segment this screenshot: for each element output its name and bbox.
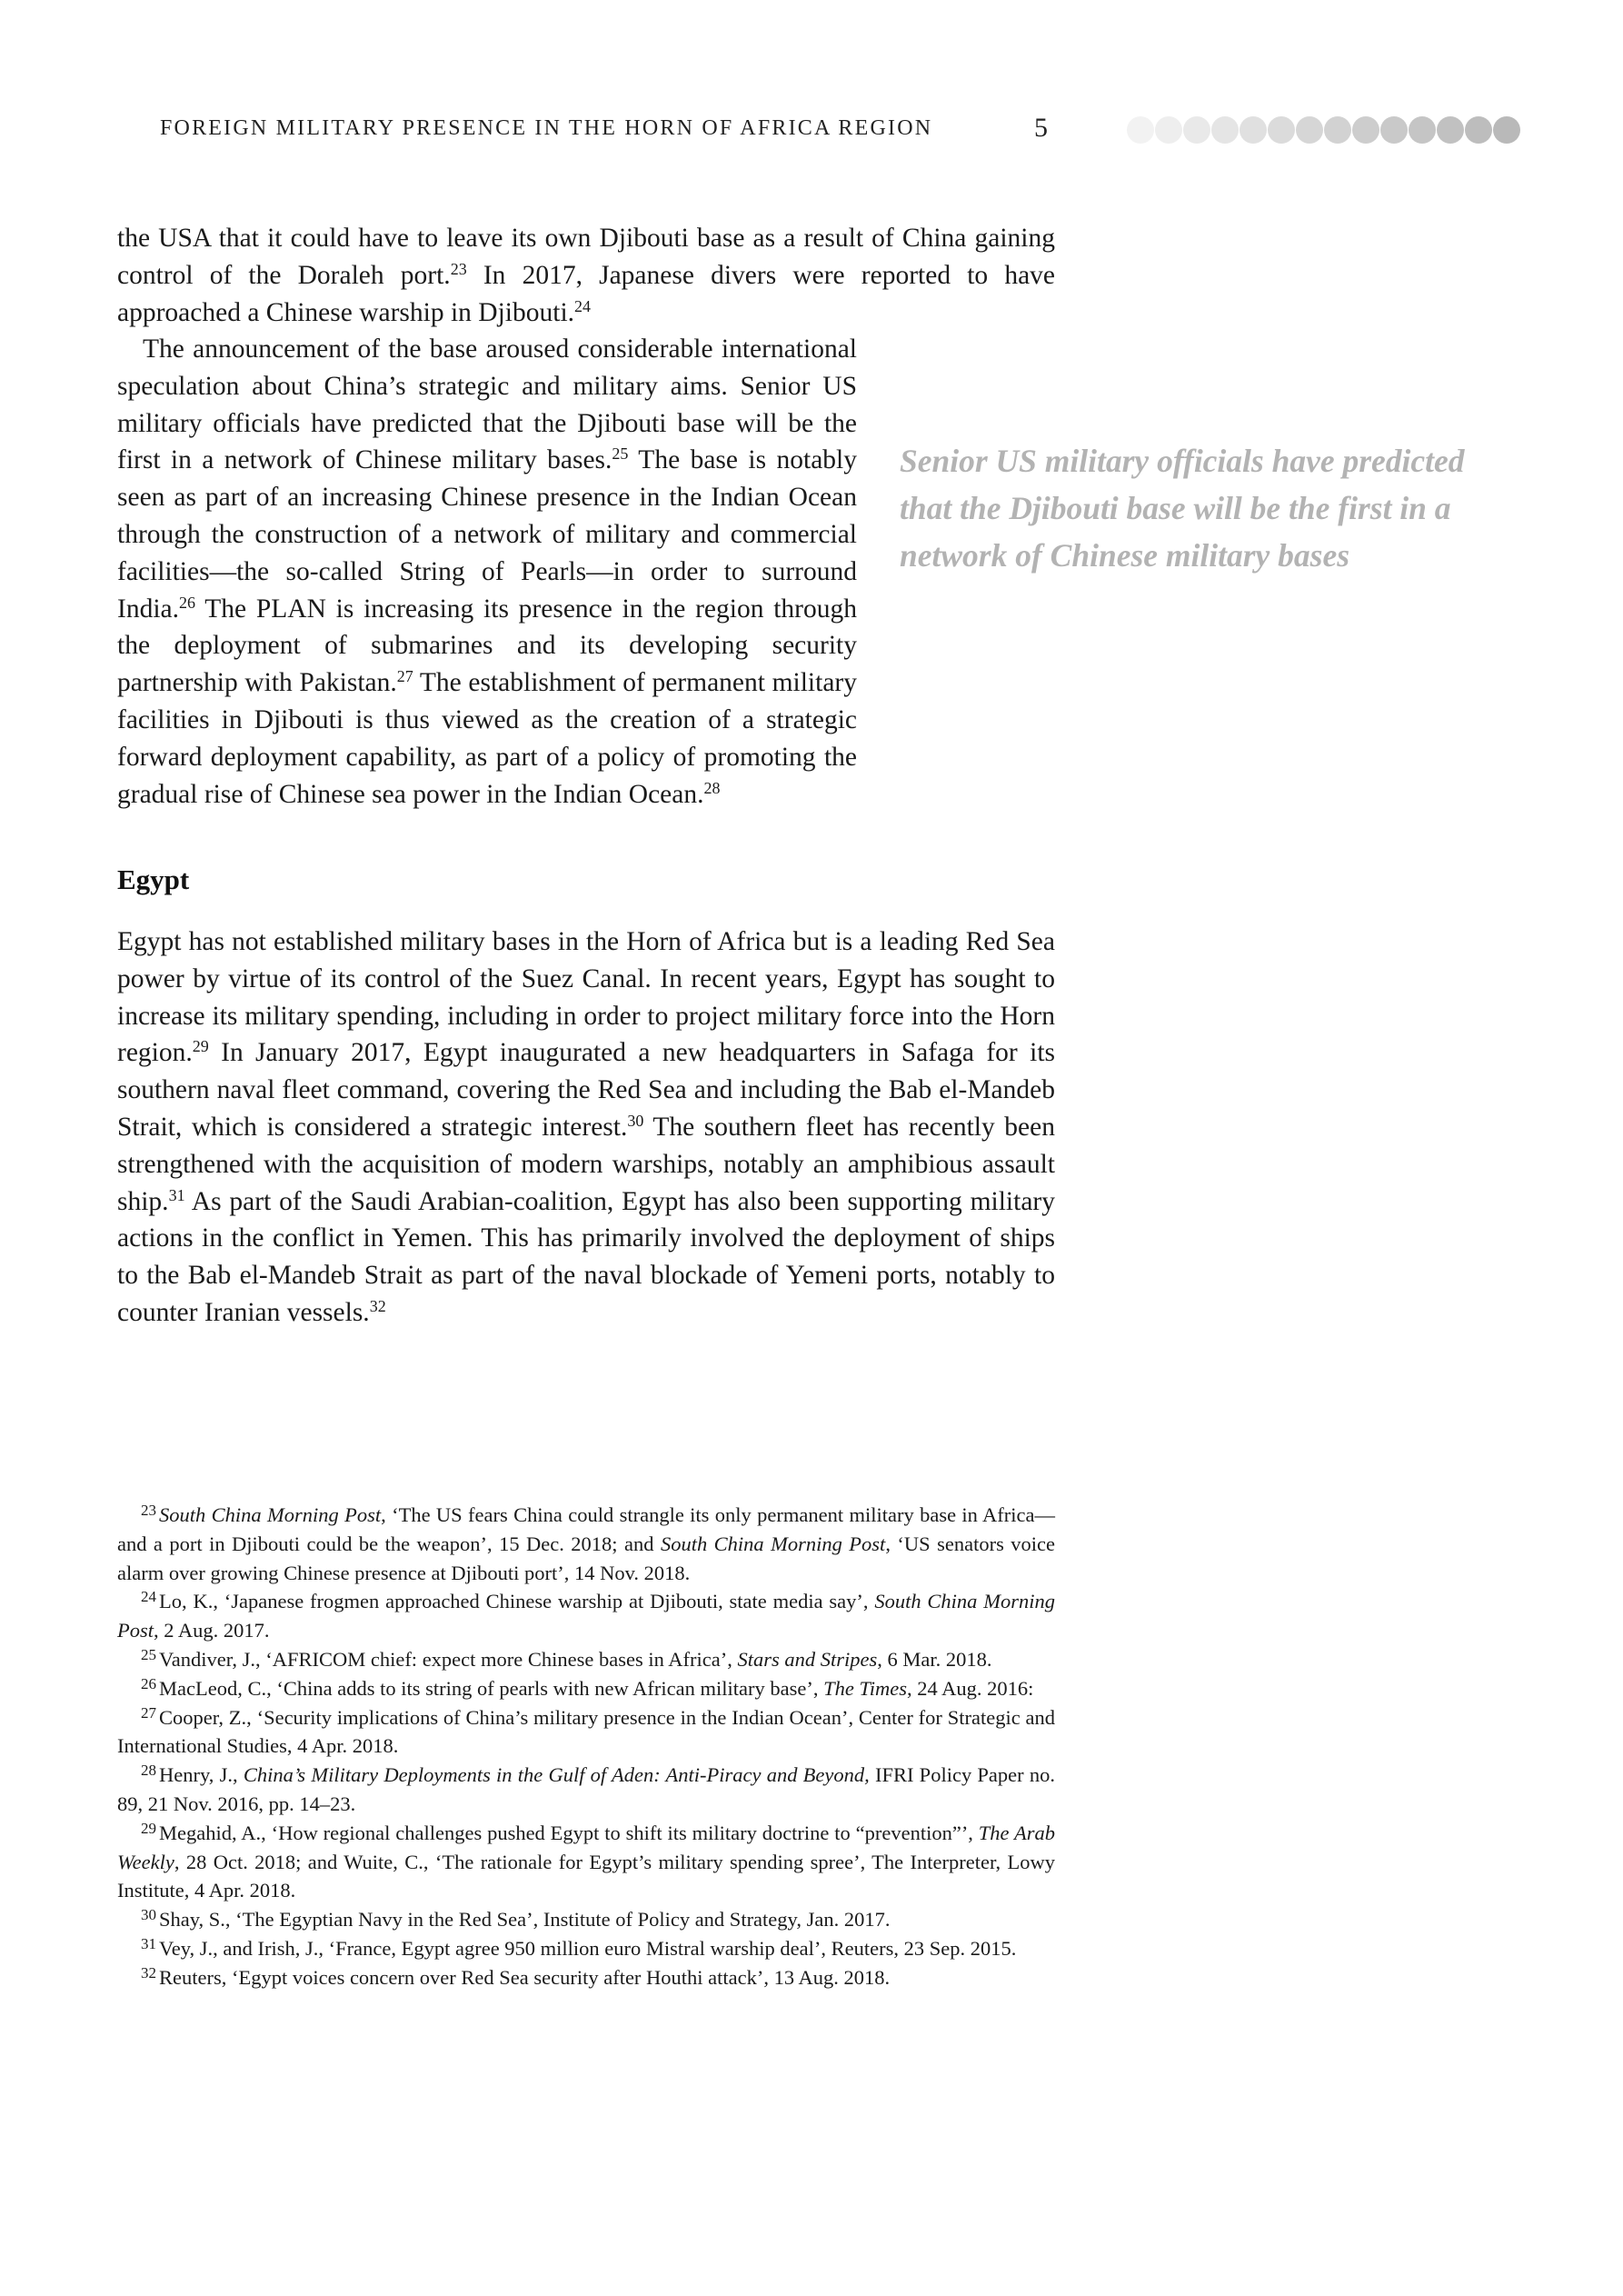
footnote-text: Megahid, A., ‘How regional challenges pushed Egypt to shift its military doctrine to “prevention”’,: [159, 1821, 979, 1844]
footnote-number: 24: [141, 1588, 156, 1606]
footnote-ref[interactable]: 30: [627, 1111, 644, 1130]
footnote-23: [117, 1501, 1055, 1587]
decorative-dot: [1240, 116, 1267, 144]
footnote-text: Lo, K., ‘Japanese frogmen approached Chinese warship at Djibouti, state media say’,: [159, 1590, 875, 1613]
footnote-text: Shay, S., ‘The Egyptian Navy in the Red Sea’, Institute of Policy and Strategy, Jan. 2017.: [159, 1908, 891, 1932]
decorative-dot-strip: [1127, 116, 1520, 144]
pull-quote: Senior US military officials have predicted that the Djibouti base will be the first in a network of Chinese military bases: [900, 443, 1465, 574]
footnote-number: 25: [141, 1645, 156, 1663]
decorative-dot: [1465, 116, 1492, 144]
footnote-30: [117, 1905, 1055, 1934]
paragraph-text: In 2017, Japanese divers were reported to have approached a Chinese warship in Djibouti.: [117, 260, 1056, 327]
paragraph-text: The southern fleet has recently been strengthened with the acquisition of modern warships, notably an amphibious assault ship.: [117, 1112, 1055, 1216]
footnote-number: 31: [141, 1934, 156, 1952]
footnote-source-title: The Times: [823, 1676, 907, 1700]
footnote-text: Vandiver, J., ‘AFRICOM chief: expect more Chinese bases in Africa’,: [159, 1647, 738, 1671]
footnote-text: Henry, J.,: [159, 1763, 244, 1787]
footnote-text: MacLeod, C., ‘China adds to its string of pearls with new African military base’,: [159, 1676, 824, 1700]
footnote-text: , ‘The US fears China could strangle its only permanent military base in Africa—and a port in Djibouti could be the weapon’, 15 Dec. 2018; and: [117, 1503, 1055, 1555]
paragraph-text: As part of the Saudi Arabian-coalition, Egypt has also been supporting military actions in the conflict in Yemen. This has primarily involved the deployment of ships to the Bab el-Mandeb Strait as part of the naval blockade of Yemeni ports, notably to counter Iranian vessels.: [117, 1186, 1055, 1327]
footnote-source-title: South China Morning Post: [159, 1503, 382, 1526]
decorative-dot: [1352, 116, 1379, 144]
footnote-source-title: China’s Military Deployments in the Gulf of Aden: Anti-Piracy and Beyond,: [243, 1763, 870, 1787]
decorative-dot: [1324, 116, 1351, 144]
footnote-text: Cooper, Z., ‘Security implications of China’s military presence in the Indian Ocean’, Center for Strategic and International Studies, 4 Apr. 2018.: [117, 1705, 1055, 1758]
section-heading-egypt: Egypt: [117, 863, 190, 895]
decorative-dot: [1409, 116, 1436, 144]
footnote-source-title: South China Morning Post: [660, 1532, 886, 1555]
footnote-ref[interactable]: 24: [574, 296, 592, 315]
paragraph-text: The establishment of permanent military facilities in Djibouti is thus viewed as the creation of a strategic forward deployment capability, as part of a policy of promoting the gradual rise of Chinese sea power in the Indian Ocean.: [117, 668, 857, 809]
paragraph-text: The announcement of the base aroused considerable international speculation about China’s strategic and military aims. Senior US military officials have predicted that the Djibouti base will be the first in a network of Chinese military bases.: [117, 334, 857, 475]
footnote-number: 28: [141, 1762, 156, 1780]
footnote-ref[interactable]: 26: [179, 593, 195, 612]
footnote-source-title: South China Morning Post: [117, 1590, 1055, 1642]
egypt-paragraph: [117, 923, 1055, 1332]
decorative-dot: [1127, 116, 1154, 144]
footnote-ref[interactable]: 31: [168, 1185, 185, 1204]
footnote-number: 32: [141, 1963, 156, 1982]
footnote-ref[interactable]: 32: [369, 1296, 386, 1315]
footnote-number: 29: [141, 1819, 156, 1837]
footnote-26: [117, 1674, 1055, 1703]
footnote-ref[interactable]: 29: [192, 1037, 209, 1056]
decorative-dot: [1296, 116, 1323, 144]
paragraph-text: In January 2017, Egypt inaugurated a new headquarters in Safaga for its southern naval fleet command, covering the Red Sea and including the Bab el-Mandeb Strait, which is considered a strategic interest.: [117, 1038, 1055, 1142]
footnote-27: [117, 1703, 1055, 1762]
footnote-text: , ‘US senators voice alarm over growing Chinese presence at Djibouti port’, 14 Nov. 2018.: [117, 1532, 1055, 1584]
footnote-text: IFRI Policy Paper no. 89, 21 Nov. 2016, pp. 14–23.: [117, 1763, 1055, 1815]
footnote-number: 23: [141, 1502, 156, 1519]
footnote-ref[interactable]: 28: [703, 778, 721, 797]
footnote-text: Vey, J., and Irish, J., ‘France, Egypt agree 950 million euro Mistral warship deal’, Reuters, 23 Sep. 2015.: [159, 1936, 1017, 1960]
intro-paragraph: [117, 220, 1055, 331]
running-title: FOREIGN MILITARY PRESENCE IN THE HORN OF AFRICA REGION: [160, 116, 933, 140]
footnote-number: 27: [141, 1703, 156, 1722]
footnote-source-title: The Arab Weekly: [117, 1821, 1055, 1873]
decorative-dot: [1493, 116, 1520, 144]
decorative-dot: [1211, 116, 1239, 144]
footnote-text: Reuters, ‘Egypt voices concern over Red Sea security after Houthi attack’, 13 Aug. 2018.: [159, 1965, 891, 1989]
footnote-number: 26: [141, 1674, 156, 1692]
footnote-number: 30: [141, 1906, 156, 1924]
footnote-text: , 24 Aug. 2016:: [906, 1676, 1034, 1700]
footnote-text: , 28 Oct. 2018; and Wuite, C., ‘The rationale for Egypt’s military spending spree’, The Interpreter, Lowy Institute, 4 Apr. 2018.: [117, 1850, 1055, 1902]
footnote-25: [117, 1645, 1055, 1674]
paragraph-text: The base is notably seen as part of an increasing Chinese presence in the Indian Ocean through the construction of a network of military and commercial facilities—the so-called String of Pearls—in order to surround India.: [117, 445, 857, 624]
footnote-text: , 6 Mar. 2018.: [877, 1647, 992, 1671]
page-number: 5: [1034, 113, 1048, 143]
footnote-ref[interactable]: 25: [612, 444, 629, 464]
footnote-source-title: Stars and Stripes: [737, 1647, 878, 1671]
footnote-ref[interactable]: 27: [396, 667, 413, 686]
footnote-29: [117, 1819, 1055, 1905]
decorative-dot: [1155, 116, 1182, 144]
footnotes: [117, 1501, 1055, 1992]
decorative-dot: [1268, 116, 1295, 144]
decorative-dot: [1437, 116, 1464, 144]
decorative-dot: [1380, 116, 1408, 144]
footnote-24: [117, 1587, 1055, 1645]
paragraph-text: The PLAN is increasing its presence in the region through the deployment of submarines and its developing security partnership with Pakistan.: [117, 594, 857, 698]
footnote-28: [117, 1761, 1055, 1819]
footnote-31: [117, 1934, 1055, 1963]
footnote-32: [117, 1963, 1055, 1992]
footnote-ref[interactable]: 23: [450, 259, 467, 278]
paragraph-text: the USA that it could have to leave its own Djibouti base as a result of China gaining control of the Doraleh port.: [117, 224, 1055, 290]
decorative-dot: [1183, 116, 1210, 144]
paragraph-text: Egypt has not established military bases in the Horn of Africa but is a leading Red Sea power by virtue of its control of the Suez Canal. In recent years, Egypt has sought to increase its military spending, including in order to project military force into the Horn region.: [117, 927, 1055, 1068]
footnote-text: , 2 Aug. 2017.: [154, 1619, 270, 1642]
